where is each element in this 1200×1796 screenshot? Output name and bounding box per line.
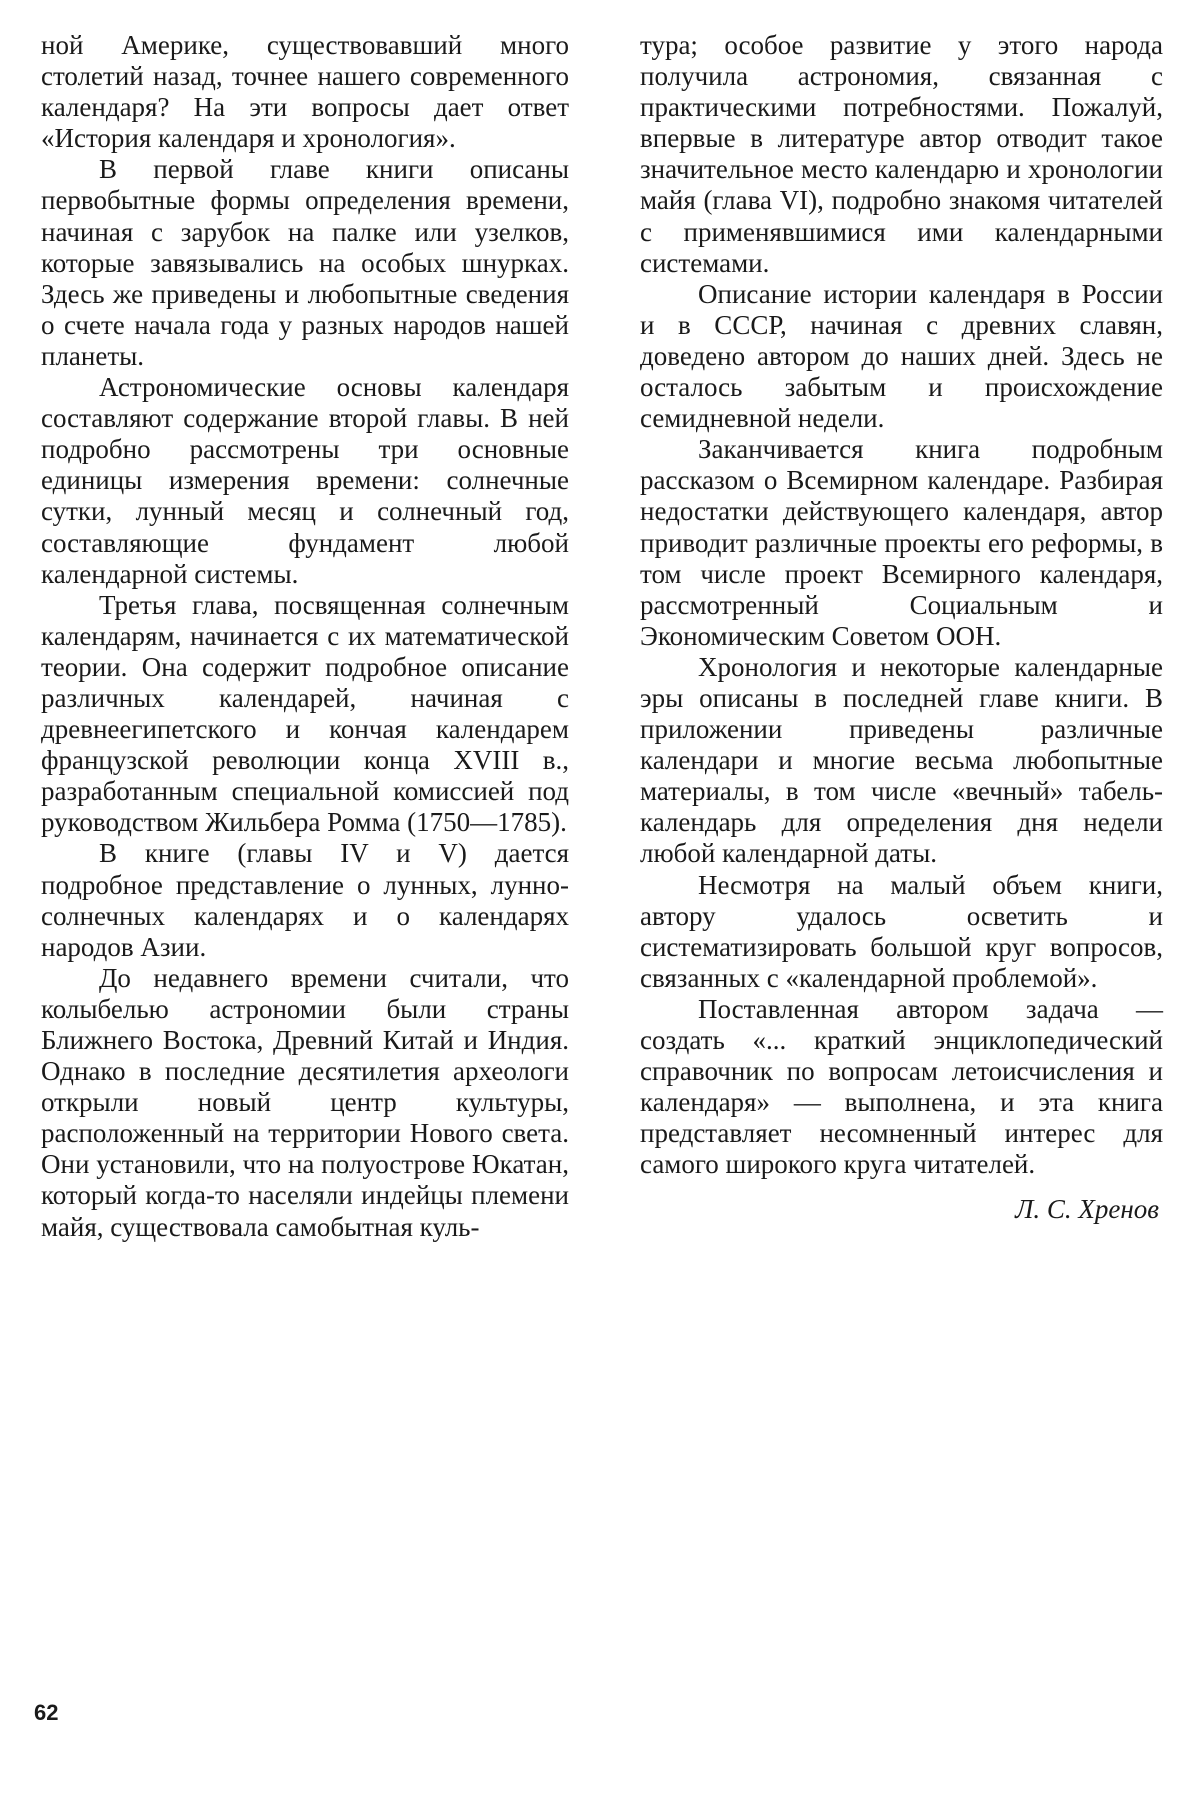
page-number: 62: [34, 1700, 59, 1725]
paragraph: В книге (главы IV и V) дается подробное представление о лунных, лунно-солнечных календарях и о календарях народов Азии.: [41, 838, 569, 962]
paragraph: тура; особое развитие у этого народа получила астрономия, связанная с практическими потребностями. Пожалуй, впервые в литературе автор отводит такое значительное место календарю и хронологии майя (глава VI), подробно знакомя читателей с применявшимися ими календарными системами.: [640, 30, 1163, 278]
paragraph: Третья глава, посвященная солнечным календарям, начинается с их математической теории. Она содержит подробное описание различных календарей, начиная с древнеегипетского и кончая календарем французской революции конца XVIII в., разработанным специальной комиссией под руководством Жильбера Ромма (1750—1785).: [41, 589, 569, 838]
paragraph: Хронология и некоторые календарные эры описаны в последней главе книги. В приложении приведены различные календари и многие весьма любопытные материалы, в том числе «вечный» табель-календарь для определения дня недели любой календарной даты.: [640, 651, 1163, 869]
paragraph: В первой главе книги описаны первобытные формы определения времени, начиная с зарубок на палке или узелков, которые завязывались на особых шнурках. Здесь же приведены и любопытные сведения о счете начала года у разных народов нашей планеты.: [41, 154, 569, 371]
paragraph: ной Америке, существовавший много столетий назад, точнее нашего современного календаря? На эти вопросы дает ответ «История календаря и хронология».: [41, 30, 569, 154]
paragraph: Несмотря на малый объем книги, автору удалось осветить и систематизировать большой круг вопросов, связанных с «календарной проблемой».: [640, 869, 1163, 993]
left-column: [41, 30, 569, 1243]
right-column: [640, 30, 1163, 1226]
paragraph: Астрономические основы календаря составляют содержание второй главы. В ней подробно рассмотрены три основные единицы измерения времени: солнечные сутки, лунный месяц и солнечный год, составляющие фундамент любой календарной системы.: [41, 372, 569, 589]
paragraph: Заканчивается книга подробным рассказом о Всемирном календаре. Разбирая недостатки действующего календаря, автор приводит различные проекты его реформы, в том числе проект Всемирного календаря, рассмотренный Социальным и Экономическим Советом ООН.: [640, 434, 1163, 651]
paragraph: До недавнего времени считали, что колыбелью астрономии были страны Ближнего Востока, Древний Китай и Индия. Однако в последние десятилетия археологи открыли новый центр культуры, расположенный на территории Нового света. Они установили, что на полуострове Юкатан, который когда-то населяли индейцы племени майя, существовала самобытная куль-: [41, 962, 569, 1242]
paragraph: Поставленная автором задача — создать «... краткий энциклопедический справочник по вопросам летоисчисления и календаря» — выполнена, и эта книга представляет несомненный интерес для самого широкого круга читателей.: [640, 993, 1163, 1180]
paragraph: Описание истории календаря в России и в СССР, начиная с древних славян, доведено автором до наших дней. Здесь не осталось забытым и происхождение семидневной недели.: [640, 278, 1163, 434]
author-signature: Л. С. Хренов: [1015, 1194, 1159, 1225]
